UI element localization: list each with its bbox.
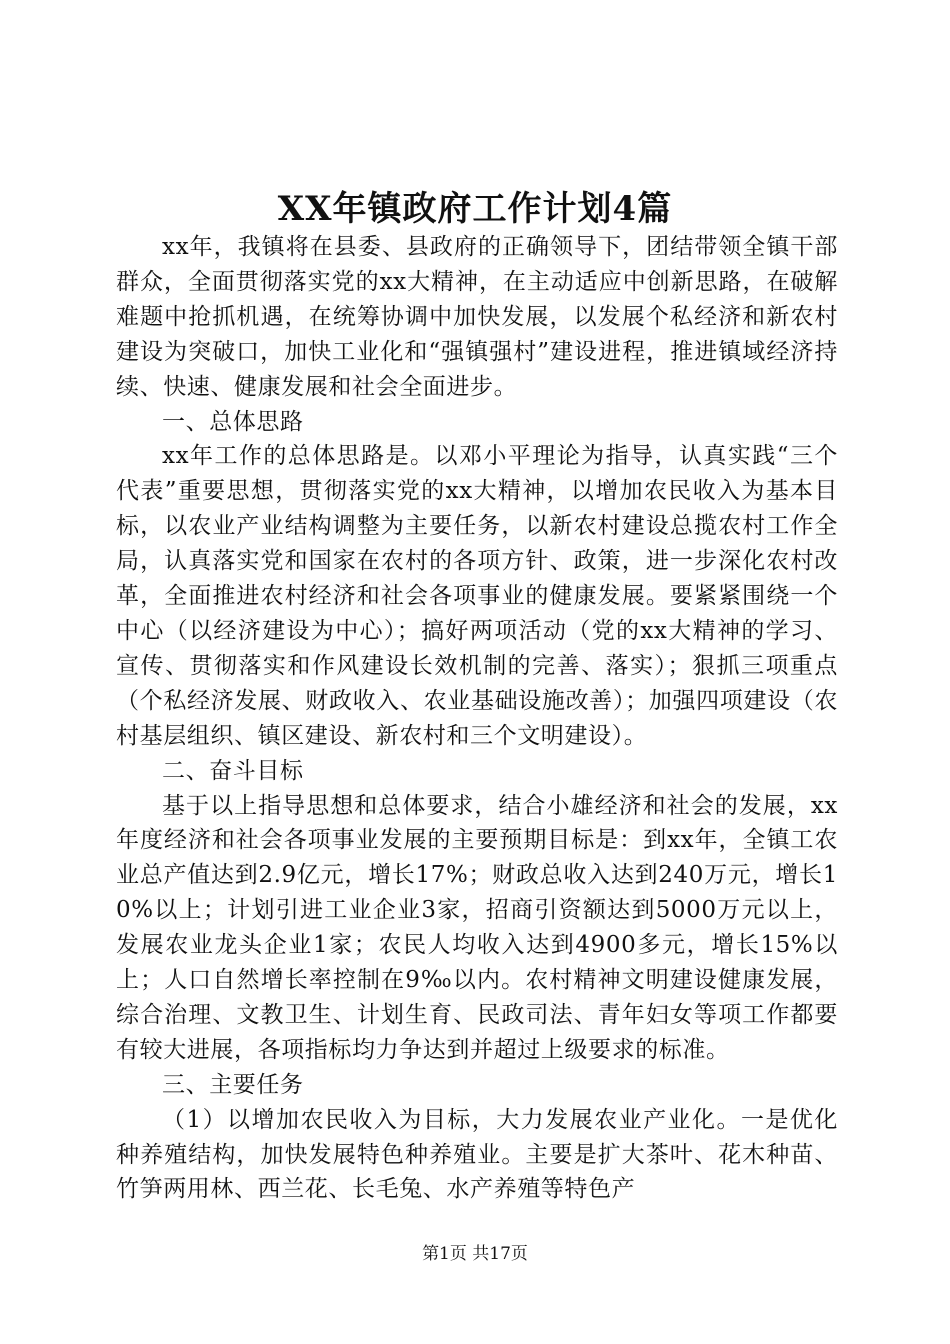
overall-approach-paragraph: xx年工作的总体思路是。以邓小平理论为指导，认真实践“三个代表”重要思想，贯彻落实党的xx大精神，以增加农民收入为基本目标，以农业产业结构调整为主要任务，以新农村建设总揽农村工作全局，认真落实党和国家在农村的各项方针、政策，进一步深化农村改革，全面推进农村经济和社会各项事业的健康发展。要紧紧围绕一个中心（以经济建设为中心）；搞好两项活动（党的xx大精神的学习、宣传、贯彻落实和作风建设长效机制的完善、落实）；狠抓三项重点（个私经济发展、财政收入、农业基础设施改善）；加强四项建设（农村基层组织、镇区建设、新农村和三个文明建设）。 xyxy=(116,443,838,749)
goals-paragraph: 基于以上指导思想和总体要求，结合小雄经济和社会的发展，xx年度经济和社会各项事业发展的主要预期目标是：到xx年，全镇工农业总产值达到2.9亿元，增长17%；财政总收入达到240万元，增长10%以上；计划引进工业企业3家，招商引资额达到5000万元以上，发展农业龙头企业1家；农民人均收入达到4900多元，增长15%以上；人口自然增长率控制在9‰以内。农村精神文明建设健康发展，综合治理、文教卫生、计划生育、民政司法、青年妇女等项工作都要有较大进展，各项指标均力争达到并超过上级要求的标准。 xyxy=(116,792,838,1063)
main-tasks-paragraph: （1）以增加农民收入为目标，大力发展农业产业化。一是优化种养殖结构，加快发展特色种养殖业。主要是扩大茶叶、花木种苗、竹笋两用林、西兰花、长毛兔、水产养殖等特色产 xyxy=(116,1106,838,1203)
section-heading-main-tasks: 三、主要任务 xyxy=(162,1071,304,1098)
page-number-footer: 第1页 共17页 xyxy=(422,1244,528,1264)
document-title: XX年镇政府工作计划4篇 xyxy=(277,189,673,229)
section-heading-goals: 二、奋斗目标 xyxy=(162,757,304,784)
intro-paragraph: xx年，我镇将在县委、县政府的正确领导下，团结带领全镇干部群众，全面贯彻落实党的xx大精神，在主动适应中创新思路，在破解难题中抢抓机遇，在统筹协调中加快发展，以发展个私经济和新农村建设为突破口，加快工业化和“强镇强村”建设进程，推进镇域经济持续、快速、健康发展和社会全面进步。 xyxy=(116,234,838,400)
section-heading-overall-approach: 一、总体思路 xyxy=(162,408,304,435)
document-body xyxy=(116,230,838,1207)
